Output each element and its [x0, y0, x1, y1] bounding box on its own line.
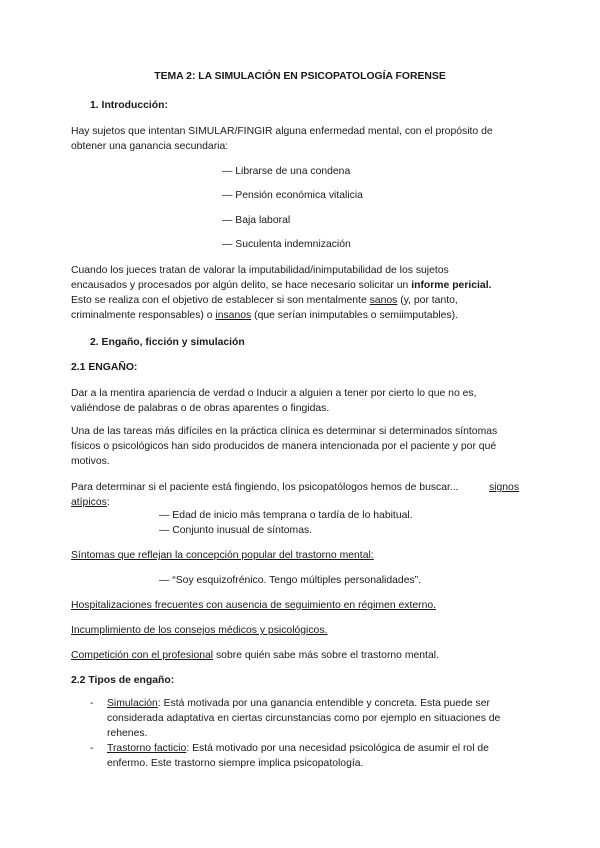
atipicos-term: atípicos [71, 497, 107, 508]
gain-item: — Pensión económica vitalicia [222, 190, 363, 201]
type-facticio-line-2: enfermo. Este trastorno siempre implica psicopatología. [107, 758, 364, 769]
section-2-1-heading: 2.1 ENGAÑO: [71, 362, 138, 373]
simulacion-text: : Está motivada por una ganancia entendible y concreta. Esta puede ser [157, 698, 490, 709]
determinar-line-2 [71, 496, 110, 511]
tareas-line-2: físicos o psicológicos han sido producidos de manera intencionada por el paciente y por qué [71, 441, 497, 452]
intro-line-2: obtener una ganancia secundaria: [71, 141, 229, 152]
judges-line-2 [71, 279, 491, 294]
page-title: TEMA 2: LA SIMULACIÓN EN PSICOPATOLOGÍA FORENSE [154, 71, 446, 82]
type-facticio-line-1 [107, 742, 489, 757]
type-simulacion-line-3: rehenes. [107, 728, 148, 739]
gain-item: — Baja laboral [222, 215, 291, 226]
facticio-term: Trastorno facticio [107, 743, 187, 754]
gain-item: — Librarse de una condena [222, 166, 351, 177]
intro-line-1: Hay sujetos que intentan SIMULAR/FINGIR alguna enfermedad mental, con el propósito de [71, 126, 493, 137]
sign-item: — Edad de inicio más temprana o tardía de lo habitual. [159, 510, 413, 521]
determinar-colon: : [106, 497, 110, 508]
facticio-text: : Está motivado por una necesidad psicológica de asumir el rol de [186, 743, 489, 754]
judges-line-3-text: Esto se realiza con el objetivo de establecer si son mentalmente [71, 295, 370, 306]
judges-line-4-text: criminalmente responsables) o [71, 310, 216, 321]
quote-item: — “Soy esquizofrénico. Tengo múltiples personalidades”. [159, 575, 422, 586]
list-bullet: - [90, 743, 94, 754]
competicion-text: sobre quién sabe más sobre el trastorno mental. [213, 650, 439, 661]
engano-line-2: valiéndose de palabras o de obras aparentes o fingidas. [71, 403, 330, 414]
sign-item: — Conjunto inusual de síntomas. [159, 525, 313, 536]
judges-line-4 [71, 309, 458, 324]
insanos-term: insanos [215, 310, 252, 321]
type-simulacion-line-2: considerada adaptativa en ciertas circunstancias como por ejemplo en situaciones de [107, 713, 501, 724]
engano-line-1: Dar a la mentira apariencia de verdad o Inducir a alguien a tener por cierto lo que no es, [71, 388, 477, 399]
section-2-2-heading: 2.2 Tipos de engaño: [71, 675, 175, 686]
sintomas-heading: Síntomas que reflejan la concepción popular del trastorno mental: [71, 550, 374, 561]
section-1-heading: 1. Introducción: [90, 100, 168, 111]
gain-item: — Suculenta indemnización [222, 239, 351, 250]
judges-line-1: Cuando los jueces tratan de valorar la imputabilidad/inimputabilidad de los sujetos [71, 265, 449, 276]
hospitalizaciones-line: Hospitalizaciones frecuentes con ausencia de seguimiento en régimen externo. [71, 600, 437, 611]
judges-line-2-text: encausados y procesados por algún delito, se hace necesario solicitar un [71, 280, 412, 291]
informe-pericial-emphasis: informe pericial. [411, 280, 492, 291]
tareas-line-1: Una de las tareas más difíciles en la práctica clínica es determinar si determinados síntomas [71, 426, 498, 437]
section-2-heading: 2. Engaño, ficción y simulación [90, 337, 245, 348]
simulacion-term: Simulación [107, 698, 158, 709]
list-bullet: - [90, 698, 94, 709]
determinar-line-1: Para determinar si el paciente está fingiendo, los psicopatólogos hemos de buscar... [71, 482, 459, 493]
type-simulacion-line-1 [107, 697, 490, 712]
competicion-term: Competición con el profesional [71, 650, 214, 661]
judges-line-3-tail: (y, por tanto, [397, 295, 458, 306]
incumplimiento-line: Incumplimiento de los consejos médicos y psicológicos. [71, 625, 328, 636]
signos-term: signos [489, 482, 520, 493]
sanos-term: sanos [369, 295, 398, 306]
competicion-line [71, 649, 439, 664]
judges-line-4-tail: (que serían inimputables o semiimputables). [251, 310, 458, 321]
tareas-line-3: motivos. [71, 456, 110, 467]
judges-line-3 [71, 294, 458, 309]
